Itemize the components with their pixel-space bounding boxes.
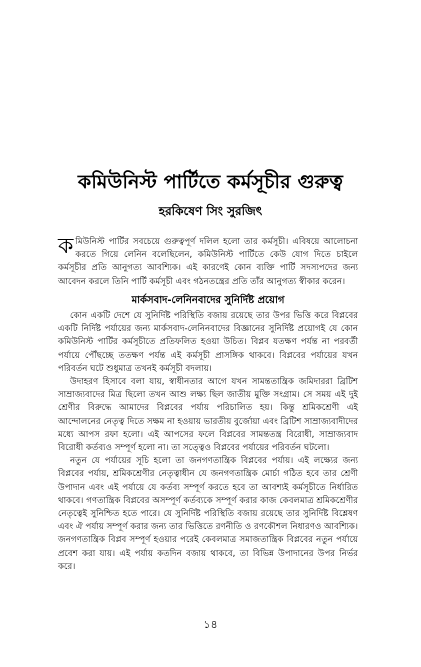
body-paragraph: উদাহরণ হিসাবে বলা যায়, স্বাধীনতার আগে যখন সামন্ততান্ত্রিক জমিদাররা ব্রিটিশ সাম্রাজ্যবাদের মিত্র ছিলো তখন আশু লক্ষ্য ছিল জাতীয় মুক্তি সংগ্রাম। সে সময় এই দুই শ্রেণীর বিরুদ্ধে আমাদের বিপ্লবের পর্যায় পরিচালিত হয়। কিন্তু শ্রমিকশ্রেণী এই আন্দোলনের নেতৃত্ব দিতে সক্ষম না হওয়ায় ভারতীয় বুর্জোয়া এবং ব্রিটিশ সাম্রাজ্যবাদীদের মধ্যে আপস রফা হলো। এই আপসের ফলে বিপ্লবের সামন্ততন্ত্র বিরোধী, সাম্রাজ্যবাদ বিরোধী কর্তব্যও সম্পূর্ণ হলো না। তা সত্ত্বেও বিপ্লবের পর্যায়ের পরিবর্তন ঘটলো। [58, 377, 358, 454]
drop-cap: ক [58, 234, 74, 259]
article-body [58, 236, 358, 574]
body-paragraph: কোন একটি দেশে যে সুনির্দিষ্ট পরিস্থিতি বজায় রয়েছে তার উপর ভিত্তি করে বিপ্লবের একটি নির্দিষ্ট পর্যায়ের জন্য মার্কসবাদ-লেনিনবাদের বিজ্ঞানের সুনির্দিষ্ট প্রয়োগই যে কোন কমিউনিস্ট পার্টির কর্মসূচীতে প্রতিফলিত হওয়া উচিত। বিপ্লব যতক্ষণ পর্যন্ত না পরবর্তী পর্যায়ে পৌঁছচ্ছে ততক্ষণ পর্যন্ত এই কর্মসূচী প্রাসঙ্গিক থাকবে। বিপ্লবের পর্যায়ের যখন পরিবর্তন ঘটে শুধুমাত্র তখনই কর্মসূচী বদলায়। [58, 311, 358, 374]
intro-text: মিউনিস্ট পার্টির সবচেয়ে গুরুত্বপূর্ণ দলিল হলো তার কর্মসূচী। এবিষয়ে আলোচনা করতে গিয়ে লেনিন বলেছিলেন, কমিউনিস্ট পার্টিতে কেউ যোগ দিতে চাইলে কর্মসূচীর প্রতি আনুগত্য আবশ্যিক। এই কারণেই কোন ব্যক্তি পার্টি সদস্যপদের জন্য আবেদন করলে তিনি পার্টি কর্মসূচী এবং গঠনতন্ত্রের প্রতি তাঁর আনুগত্য স্বীকার করেন। [58, 237, 358, 287]
page-number: ১৪ [203, 618, 218, 631]
intro-paragraph [58, 236, 358, 289]
page-title: কমিউনিস্ট পার্টিতে কর্মসূচীর গুরুত্ব [77, 171, 344, 193]
author-name: হরকিষেণ সিং সুরজিৎ [158, 204, 263, 218]
body-paragraph: নতুন যে পর্যায়ের সূচি হলো তা জনগণতান্ত্রিক বিপ্লবের পর্যায়। এই লক্ষ্যের জন্য বিপ্লবের পর্যায়, শ্রমিকশ্রেণীর নেতৃত্বাধীন যে জনগণতান্ত্রিক মোর্চা গঠিত হবে তার শ্রেণী উপাদান এবং এই পর্যায়ে যে কর্তব্য সম্পূর্ণ করতে হবে তা আবশ্যই কর্মসূচীতে নির্ধারিত থাকবে। গণতান্ত্রিক বিপ্লবের অসম্পূর্ণ কর্তব্যকে সম্পূর্ণ করার কাজ কেবলমাত্র শ্রমিকশ্রেণীর নেতৃত্বেই সুনিশ্চিত হতে পারে। যে সুনির্দিষ্ট পরিস্থিতি বজায় রয়েছে তার সুনির্দিষ্ট বিশ্লেষণ এবং ঐ পর্যায় সম্পূর্ণ করার জন্য তার ভিত্তিতে রণনীতি ও রণকৌশল নিধারণও আবশ্যিক। জনগণতান্ত্রিক বিপ্লব সম্পূর্ণ হওয়ার পরেই কেবলমাত্র সমাজতান্ত্রিক বিপ্লবের নতুন পর্যায়ে প্রবেশ করা যায়। এই পর্যায় কতদিন বজায় থাকবে, তা বিভিন্ন উপাদানের উপর নির্ভর করে। [58, 456, 358, 572]
section-heading: মার্কসবাদ-লেনিনবাদের সুনির্দিষ্ট প্রয়োগ [131, 294, 285, 306]
